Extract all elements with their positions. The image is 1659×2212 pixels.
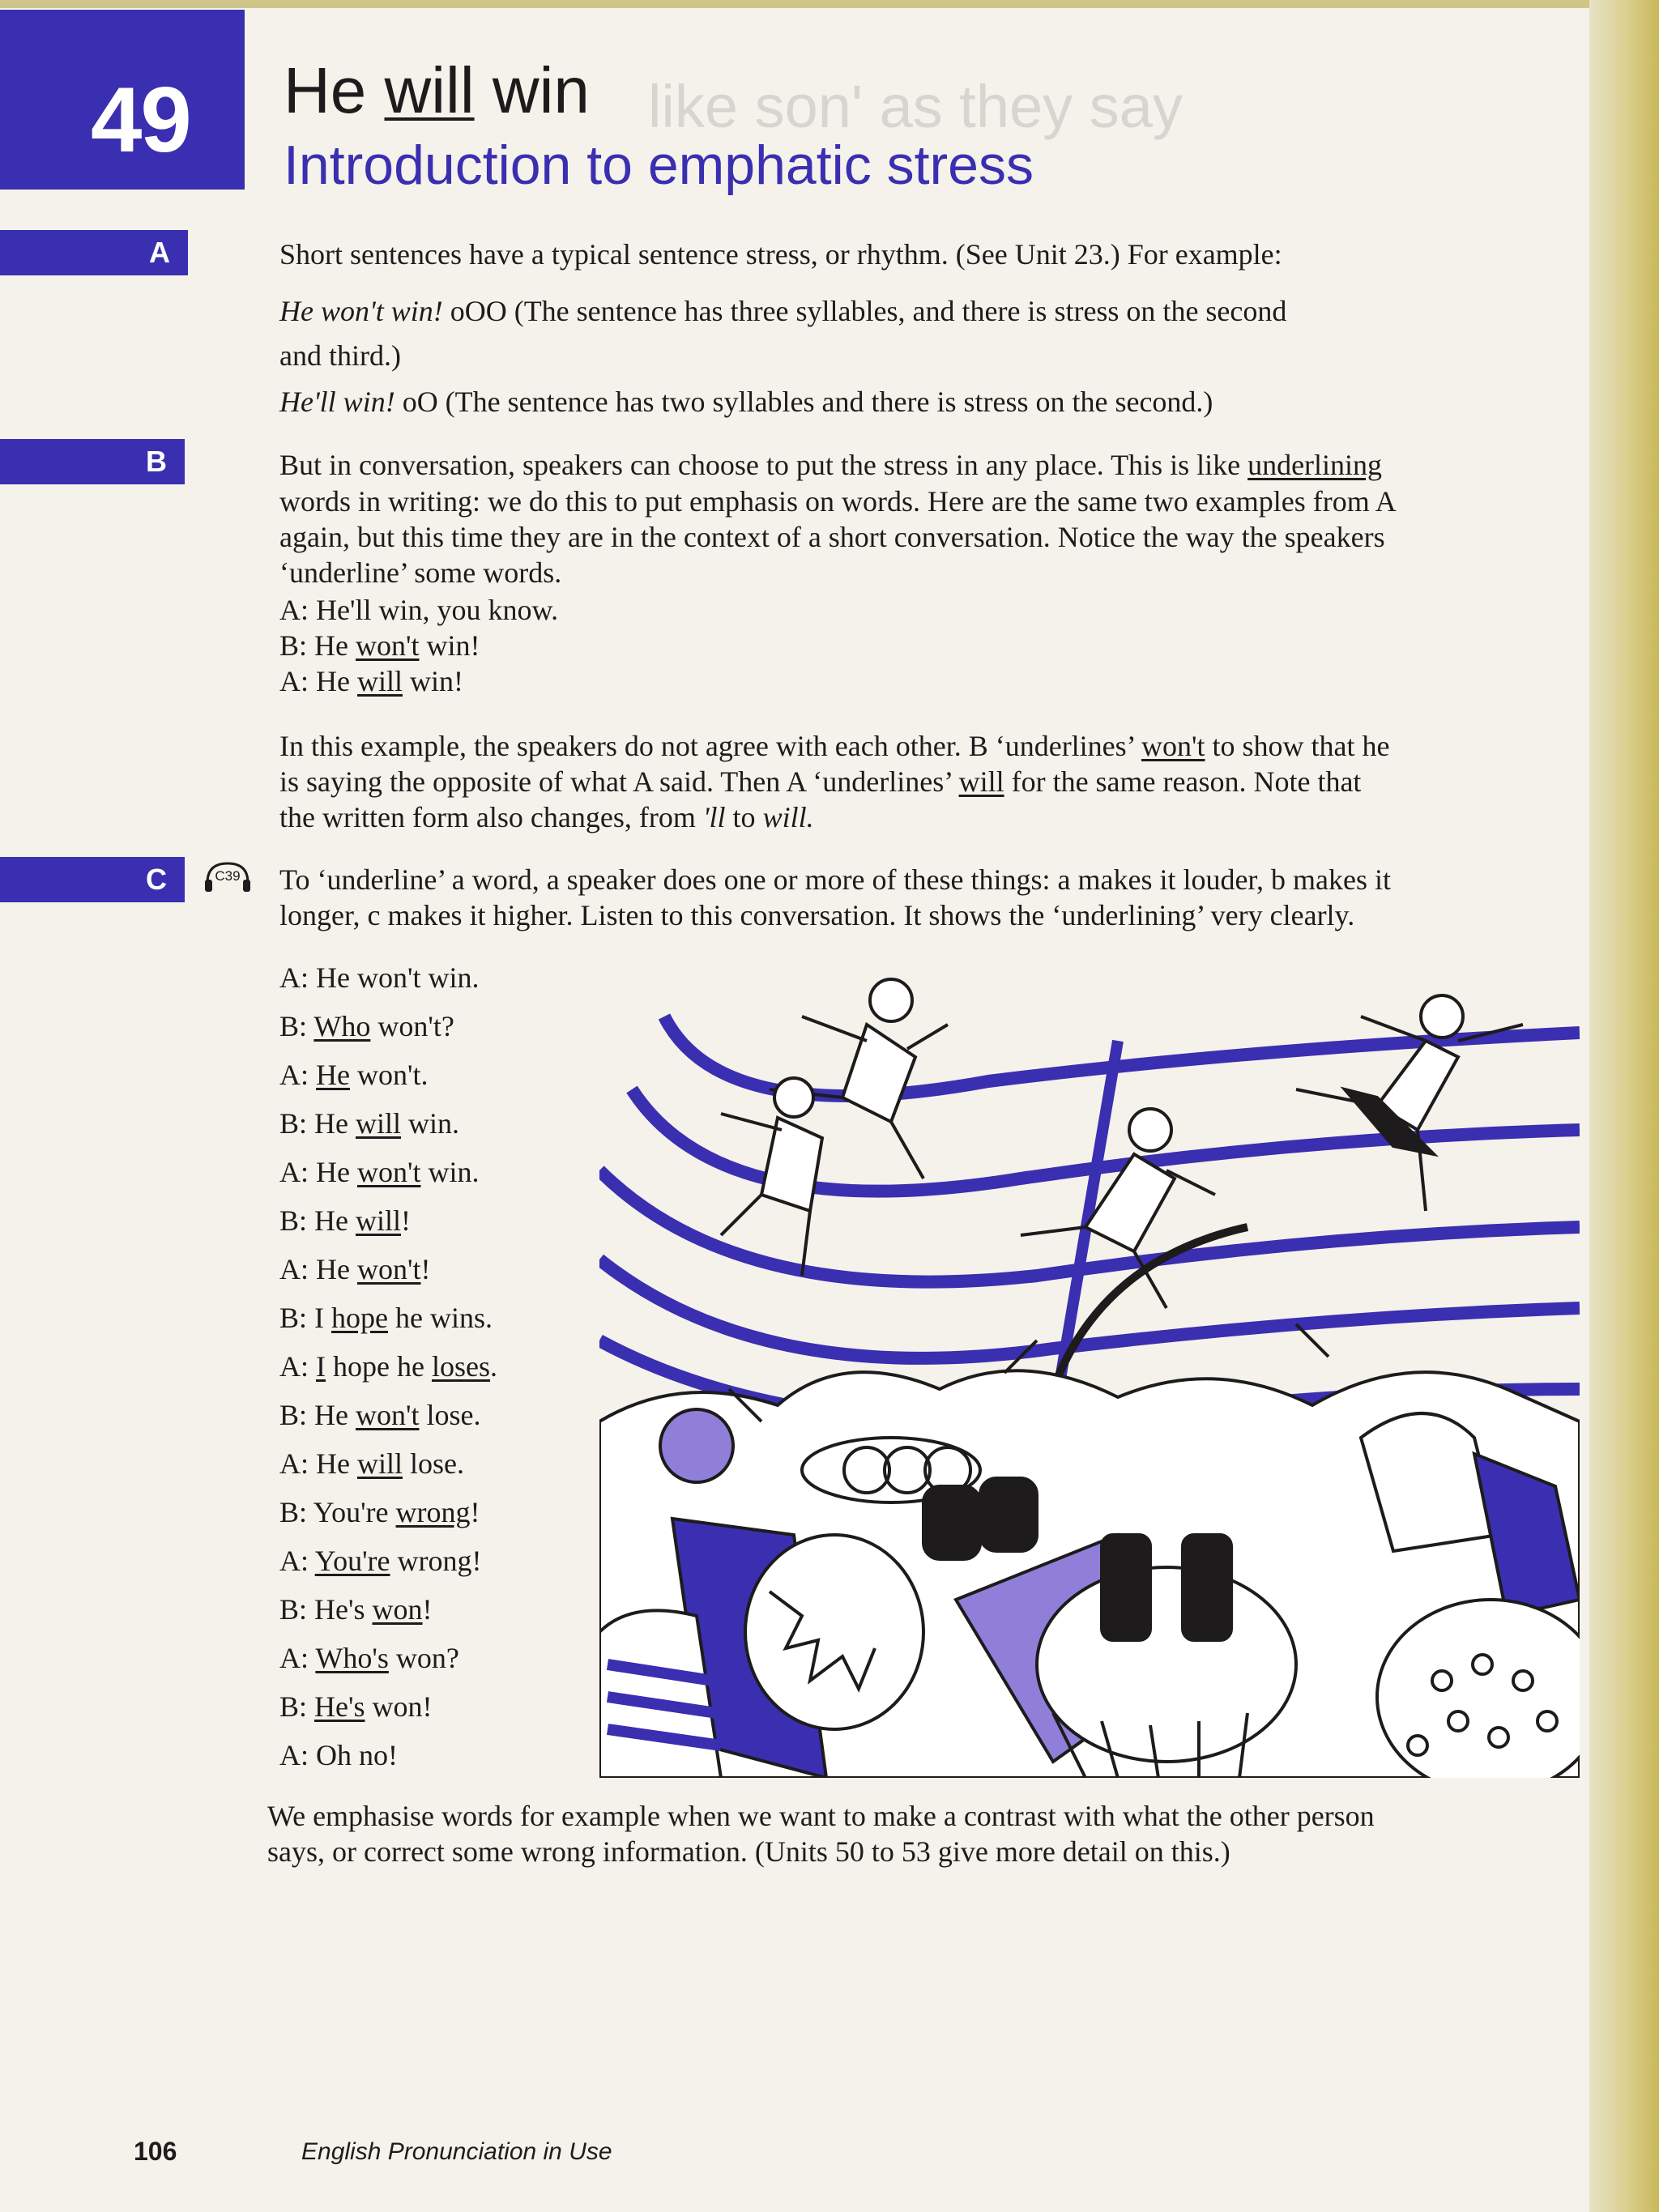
section-b-para1-line3: again, but this time they are in the context of a short conversation. Notice the way the speakers	[279, 521, 1385, 553]
section-b-para2-line1: In this example, the speakers do not agree with each other. B ‘underlines’ won't to show that he	[279, 730, 1390, 762]
dialog-line: A: Who's won?	[279, 1642, 459, 1674]
unit-title: He will win	[284, 54, 590, 126]
dialog-line: B: You're wrong!	[279, 1496, 480, 1528]
section-b-para1-line2: words in writing: we do this to put emphasis on words. Here are the same two examples from A	[279, 485, 1397, 518]
dialog-line: A: I hope he loses.	[279, 1350, 497, 1383]
dialog-line: A: He won't!	[279, 1253, 431, 1285]
dialog-line: A: He won't.	[279, 1059, 429, 1091]
dialog-line: B: I hope he wins.	[279, 1302, 493, 1334]
dialog-line: B: He's won!	[279, 1593, 433, 1626]
dialog-line: B: Who won't?	[279, 1010, 454, 1042]
audio-track-icon[interactable]	[203, 859, 253, 894]
section-b-dialog-2: B: He won't win!	[279, 629, 480, 662]
race-cartoon-illustration	[599, 968, 1580, 1778]
dialog-line: A: He won't win.	[279, 1156, 480, 1188]
section-a-example-1-cont: and third.)	[279, 339, 401, 372]
section-b-dialog-3: A: He will win!	[279, 665, 463, 697]
dialog-line: B: He will!	[279, 1204, 412, 1237]
dialog-line: A: He won't win.	[279, 961, 480, 994]
unit-number: 49	[91, 69, 190, 172]
section-a-tab: A	[0, 230, 188, 275]
audio-track-label: C39	[215, 868, 241, 884]
section-c-intro-line1: To ‘underline’ a word, a speaker does one or more of these things: a makes it louder, b makes it	[279, 863, 1391, 896]
section-a-example-1: He won't win! oOO (The sentence has three syllables, and there is stress on the second	[279, 295, 1287, 327]
section-b-dialog-1: A: He'll win, you know.	[279, 594, 559, 626]
section-a-intro: Short sentences have a typical sentence stress, or rhythm. (See Unit 23.) For example:	[279, 238, 1282, 271]
section-b-para2-line2: is saying the opposite of what A said. Then A ‘underlines’ will for the same reason. Note that	[279, 765, 1362, 798]
dialog-line: A: He will lose.	[279, 1447, 464, 1480]
dialog-line: B: He's won!	[279, 1690, 433, 1723]
page-number: 106	[134, 2137, 177, 2166]
section-c-tab: C	[0, 857, 185, 902]
section-a-example-2: He'll win! oO (The sentence has two syllables and there is stress on the second.)	[279, 386, 1213, 418]
dialog-line: A: Oh no!	[279, 1739, 398, 1771]
unit-subtitle: Introduction to emphatic stress	[284, 134, 1034, 196]
closing-line-2: says, or correct some wrong information. (Units 50 to 53 give more detail on this.)	[267, 1835, 1230, 1868]
dialog-line: B: He will win.	[279, 1107, 460, 1140]
dialog-line: B: He won't lose.	[279, 1399, 481, 1431]
closing-line-1: We emphasise words for example when we want to make a contrast with what the other person	[267, 1800, 1375, 1832]
page-right-edge	[1589, 0, 1659, 2212]
page-top-edge	[0, 0, 1659, 8]
title-emphasis: will	[384, 54, 475, 126]
section-c-intro-line2: longer, c makes it higher. Listen to this conversation. It shows the ‘underlining’ very clearly.	[279, 899, 1355, 931]
dialog-line: A: You're wrong!	[279, 1545, 482, 1577]
section-b-tab: B	[0, 439, 185, 484]
section-b-para1-line1: But in conversation, speakers can choose to put the stress in any place. This is like underlining	[279, 449, 1383, 481]
section-b-para1-line4: ‘underline’ some words.	[279, 556, 562, 589]
book-title: English Pronunciation in Use	[301, 2138, 612, 2165]
section-b-para2-line3: the written form also changes, from 'll to will.	[279, 801, 814, 833]
show-through-text: like son' as they say	[648, 73, 1183, 140]
